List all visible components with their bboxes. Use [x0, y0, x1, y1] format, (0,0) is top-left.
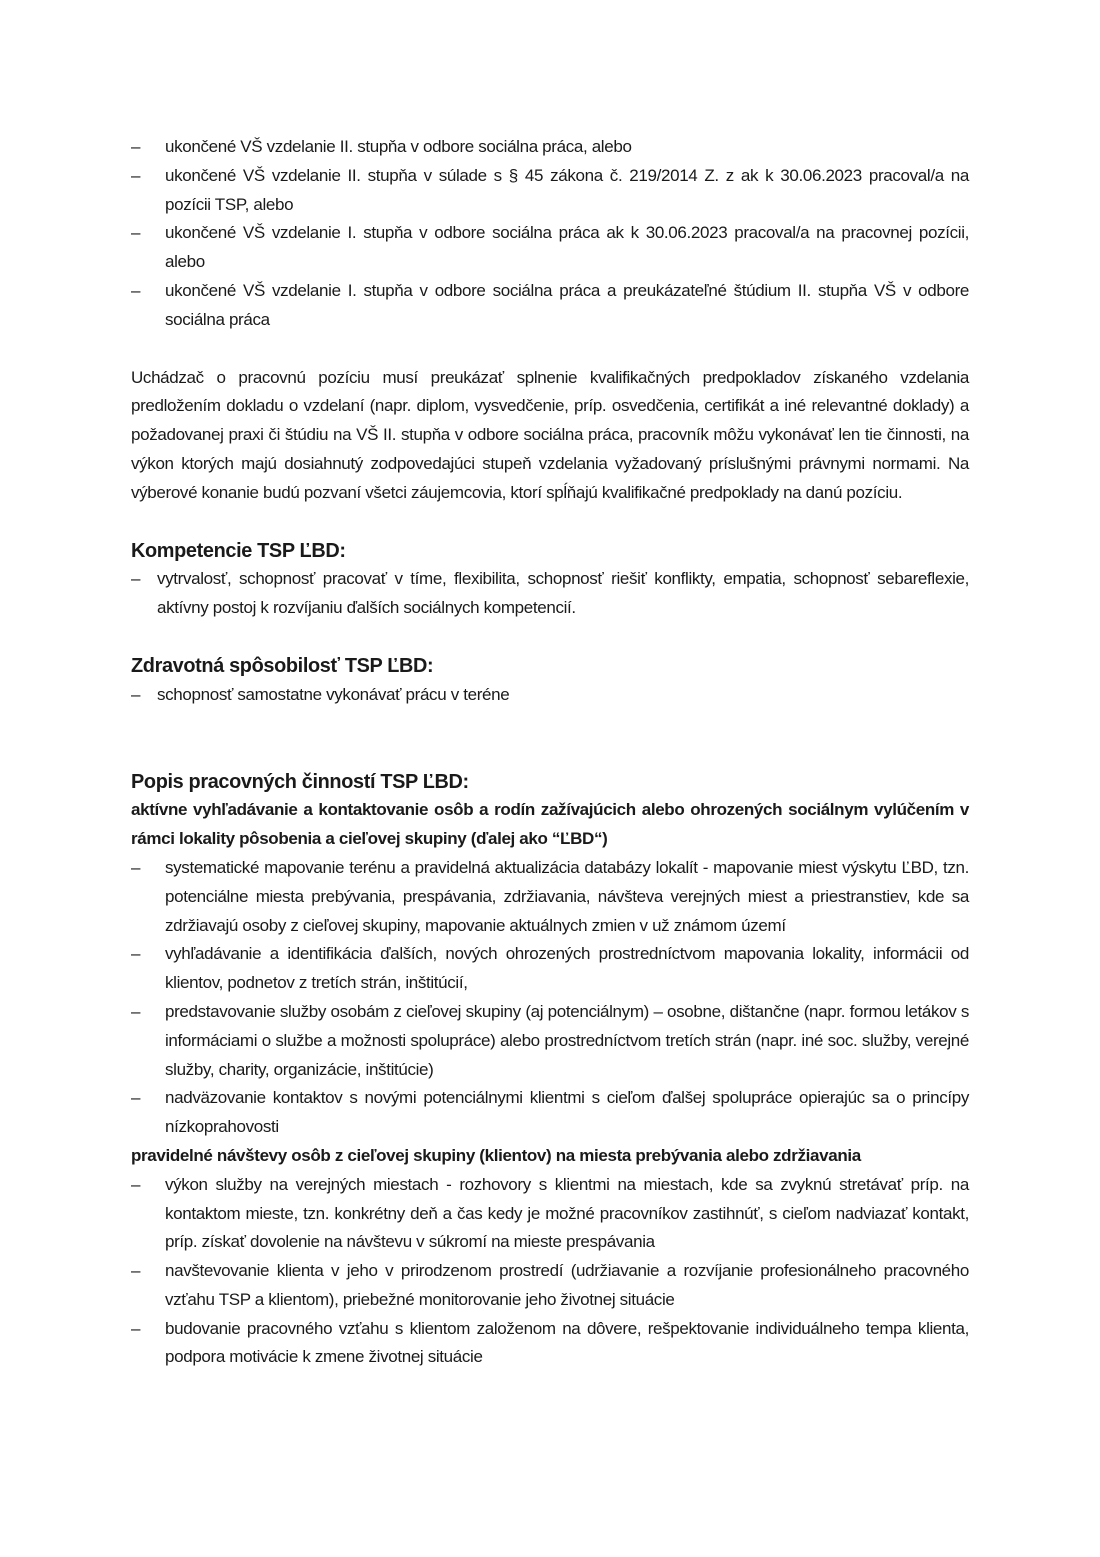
activities-list-2 [131, 1171, 969, 1373]
activities-heading: Popis pracovných činností TSP ĽBD: [131, 770, 469, 793]
activities-section-title: pravidelné návštevy osôb z cieľovej skupiny (klientov) na miesta prebývania alebo zdržiavania [131, 1145, 861, 1165]
document-page [131, 133, 969, 1372]
list-item: – schopnosť samostatne vykonávať prácu v teréne [131, 681, 969, 710]
qualification-list [131, 133, 969, 335]
dash-bullet-icon: – [131, 857, 141, 877]
list-item: – vyhľadávanie a identifikácia ďalších, nových ohrozených prostredníctvom mapovania lokality, informácii od klientov, podnetov z tretích strán, inštitúcií, [131, 940, 969, 998]
competencies-list [131, 565, 969, 623]
spacer [131, 623, 969, 652]
dash-bullet-icon: – [131, 1261, 141, 1281]
list-item: – predstavovanie služby osobám z cieľovej skupiny (aj potenciálnym) – osobne, dištančne (napr. formou letákov s informáciami o službe a možnosti spolupráce) alebo prostredníctvom tretích strán (napr. iné soc. služby, verejné služby, charity, organizácie, inštitúcie) [131, 998, 969, 1084]
dash-bullet-icon: – [131, 280, 141, 300]
list-item: – ukončené VŠ vzdelanie II. stupňa v odbore sociálna práca, alebo [131, 133, 969, 162]
dash-bullet-icon: – [131, 223, 141, 243]
health-list [131, 681, 969, 710]
spacer [131, 508, 969, 537]
competencies-heading: Kompetencie TSP ĽBD: [131, 539, 346, 562]
activities-section-title: aktívne vyhľadávanie a kontaktovanie osôb a rodín zažívajúcich alebo ohrozených sociálnym vylúčením v rámci lokality pôsobenia a cieľovej skupiny (ďalej ako “ĽBD“) [131, 800, 969, 849]
list-item: – ukončené VŠ vzdelanie I. stupňa v odbore sociálna práca a preukázateľné štúdium II. stupňa VŠ v odbore sociálna práca [131, 277, 969, 335]
health-heading: Zdravotná spôsobilosť TSP ĽBD: [131, 654, 434, 677]
list-item: – budovanie pracovného vzťahu s klientom založenom na dôvere, rešpektovanie individuálneho tempa klienta, podpora motivácie k zmene životnej situácie [131, 1315, 969, 1373]
activities-list-1 [131, 854, 969, 1142]
dash-bullet-icon: – [131, 165, 141, 185]
list-item: – nadväzovanie kontaktov s novými potenciálnymi klientmi s cieľom ďalšej spolupráce opierajúc sa o princípy nízkoprahovosti [131, 1084, 969, 1142]
spacer [131, 710, 969, 768]
dash-bullet-icon: – [131, 944, 141, 964]
spacer [131, 335, 969, 364]
list-item: – ukončené VŠ vzdelanie I. stupňa v odbore sociálna práca ak k 30.06.2023 pracoval/a na pracovnej pozícii, alebo [131, 219, 969, 277]
list-item: – systematické mapovanie terénu a pravidelná aktualizácia databázy lokalít - mapovanie miest výskytu ĽBD, tzn. potenciálne miesta prebývania, prespávania, zdržiavania, návšteva verejných miest a priestranstiev, kde sa zdržiavajú osoby z cieľovej skupiny, mapovanie aktuálnych zmien v už známom území [131, 854, 969, 940]
dash-bullet-icon: – [131, 137, 141, 156]
dash-bullet-icon: – [131, 1001, 141, 1021]
list-item: – navštevovanie klienta v jeho v prirodzenom prostredí (udržiavanie a rozvíjanie profesionálneho pracovného vzťahu TSP a klientom), priebežné monitorovanie jeho životnej situácie [131, 1257, 969, 1315]
dash-bullet-icon: – [131, 1088, 141, 1108]
dash-bullet-icon: – [131, 1174, 141, 1194]
list-item: – ukončené VŠ vzdelanie II. stupňa v súlade s § 45 zákona č. 219/2014 Z. z ak k 30.06.2023 pracoval/a na pozícii TSP, alebo [131, 162, 969, 220]
dash-bullet-icon: – [131, 569, 141, 589]
applicant-paragraph: Uchádzač o pracovnú pozíciu musí preukázať splnenie kvalifikačných predpokladov získaného vzdelania predložením dokladu o vzdelaní (napr. diplom, vysvedčenie, príp. osvedčenia, certifikát a iné relevantné doklady) a požadovanej praxi či štúdiu na VŠ II. stupňa v odbore sociálna práca, pracovník môžu vykonávať len tie činnosti, na výkon ktorých majú dosiahnutý zodpovedajúci stupeň vzdelania vyžadovaný príslušnými právnymi normami. Na výberové konanie budú pozvaní všetci záujemcovia, ktorí spĺňajú kvalifikačné predpoklady na danú pozíciu. [131, 367, 969, 502]
dash-bullet-icon: – [131, 1318, 141, 1338]
list-item: – výkon služby na verejných miestach - rozhovory s klientmi na miestach, kde sa zvyknú stretávať príp. na kontaktom mieste, tzn. konkrétny deň a čas kedy je možné pracovníkov zastihnúť, s cieľom nadviazať kontakt, príp. získať dovolenie na návštevu v súkromí na mieste prespávania [131, 1171, 969, 1257]
list-item: – vytrvalosť, schopnosť pracovať v tíme, flexibilita, schopnosť riešiť konflikty, empatia, schopnosť sebareflexie, aktívny postoj k rozvíjaniu ďalších sociálnych kompetencií. [131, 565, 969, 623]
dash-bullet-icon: – [131, 684, 141, 704]
